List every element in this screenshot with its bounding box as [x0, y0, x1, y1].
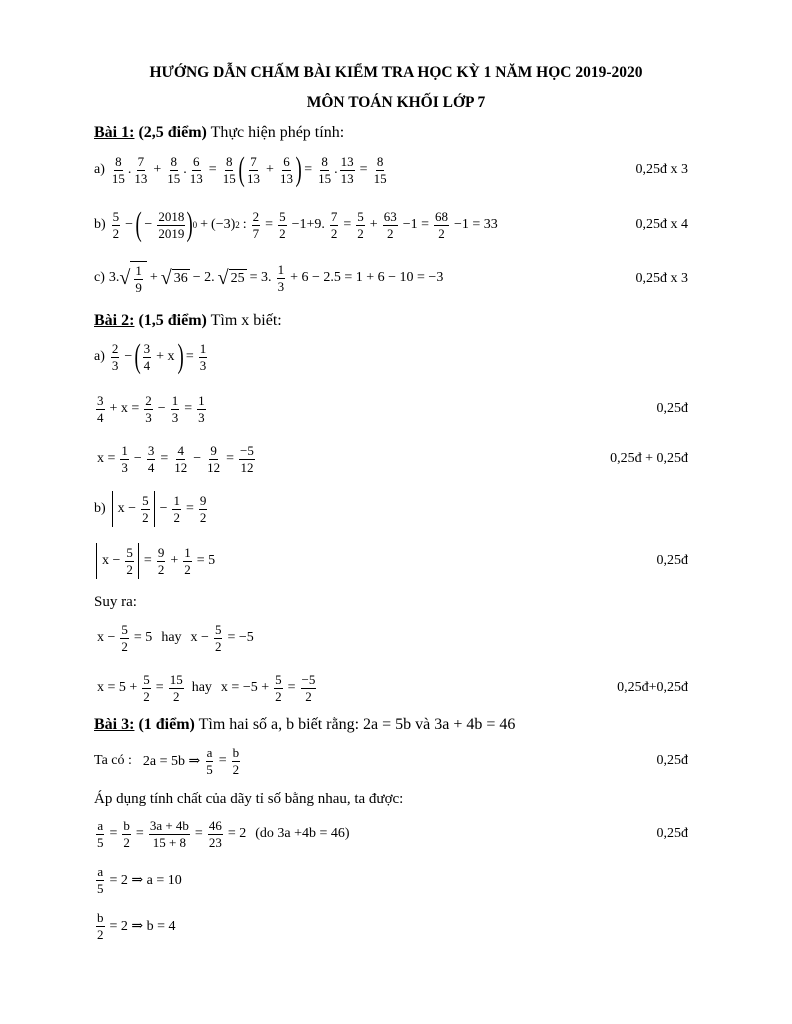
bai2-a2-score: 0,25đ + 0,25đ — [610, 451, 688, 466]
bai3-ap-dung: Áp dụng tính chất của dãy tỉ số bằng nhau, ta được: — [94, 791, 404, 807]
bai2-label: Bài 2: — [94, 312, 135, 329]
bai1-heading — [94, 124, 344, 142]
bai2-b-expression: b) x − $\frac{5}{2}$ − $\frac{1}{2}$ = $\frac{9}{2}$ — [94, 489, 209, 529]
bai1-a-label: a) — [94, 162, 105, 177]
bai2-hay-2: hay — [191, 680, 212, 695]
bai2-b2-score: 0,25đ+0,25đ — [617, 680, 688, 695]
bai2-suy-ra: Suy ra: — [94, 594, 137, 610]
bai1-a-expression: a) 8 15 . 7 13 + $\frac{8}{15}$ . $\frac{6}{13}$ = $\frac{8}{15}$ ( 7 13 + $\frac{6}{13}$ ) = $\frac{8}{15}$ . $\frac{13}{13}$ = $\frac{8}{15}$ — [94, 151, 387, 188]
bai1-b-score: 0,25đ x 4 — [635, 217, 688, 232]
bai2-b-label: b) — [94, 501, 106, 516]
bai2-b-step1: x − $\frac{5}{2}$ = $\frac{9}{2}$ + $\frac{1}{2}$ = 5 — [94, 541, 218, 581]
bai2-a-label: a) — [94, 349, 105, 364]
bai1-points: (2,5 điểm) — [138, 124, 207, 141]
bai2-b-step3: x = 5 + $\frac{5}{2}$ = $\frac{15}{2}$ hay x = −5 + $\frac{5}{2}$ = $\frac{-5}{2}$ — [97, 671, 316, 704]
bai3-do-note: (do 3a +4b = 46) — [255, 826, 350, 841]
bai3-heading — [94, 716, 515, 734]
bai3-step3: $\frac{a}{5}$ = 2 ⇒ a = 10 — [97, 863, 182, 896]
bai3-step2: $\frac{a}{5}$ = $\frac{b}{2}$ = $\frac{3a + 4b}{15 + 8}$ = $\frac{46}{23}$ = 2 (do 3a +4b = 46) — [97, 817, 350, 850]
bai3-step1: Ta có : 2a = 5b ⇒ $\frac{a}{5}$ = $\frac{b}{2}$ — [94, 744, 240, 777]
bai2-b1-score: 0,25đ — [656, 553, 688, 568]
bai2-task: Tìm x biết: — [210, 312, 282, 329]
bai3-label: Bài 3: — [94, 716, 135, 733]
bai1-b-expression: b) 5 2 − ( − $\frac{2018}{2019}$ ) 0 + (−3) 2 : $\frac{2}{7}$ = $\frac{5}{2}$ −1+9. $\frac{7}{2}$ = $\frac{5}{2}$ + $\frac{63}{2}$ −1 = $\frac{68}{2}$ −1 = 33 — [94, 206, 498, 243]
bai2-a-step1: 3 4 + x = $\frac{2}{3}$ − $\frac{1}{3}$ = $\frac{1}{3}$ — [97, 392, 205, 425]
bai1-task: Thực hiện phép tính: — [210, 124, 345, 141]
bai1-a-score: 0,25đ x 3 — [635, 162, 688, 177]
document-title: HƯỚNG DẪN CHẤM BÀI KIỂM TRA HỌC KỲ 1 NĂM HỌC 2019-2020 — [149, 64, 643, 81]
bai3-ta-co: Ta có : — [94, 753, 132, 768]
bai3-points: (1 điểm) — [138, 716, 195, 733]
bai3-score-1: 0,25đ — [656, 753, 688, 768]
bai2-a-step2: x = $\frac{1}{3}$ − $\frac{3}{4}$ = $\frac{4}{12}$ − $\frac{9}{12}$ = $\frac{-5}{12}$ — [97, 442, 254, 475]
bai3-step4: $\frac{b}{2}$ = 2 ⇒ b = 4 — [97, 909, 176, 942]
bai1-b-label: b) — [94, 217, 106, 232]
bai3-task: Tìm hai số a, b biết rằng: 2a = 5b và 3a + 4b = 46 — [198, 716, 516, 733]
bai1-c-expression: c) 3. √ 1 9 + √ 36 − 2. √ 25 = 3. 1 3 + 6 − 2.5 = 1 + 6 − 10 = −3 — [94, 261, 444, 295]
bai2-b-step2: x − $\frac{5}{2}$ = 5 hay x − $\frac{5}{2}$ = −5 — [97, 621, 254, 654]
bai2-a1-score: 0,25đ — [656, 401, 688, 416]
bai2-points: (1,5 điểm) — [138, 312, 207, 329]
bai1-c-label: c) — [94, 270, 105, 285]
bai1-c-score: 0,25đ x 3 — [635, 271, 688, 286]
bai2-heading — [94, 312, 282, 330]
bai1-label: Bài 1: — [94, 124, 135, 141]
bai2-a-expression: a) 2 3 − ( 3 4 + x ) = $\frac{1}{3}$ — [94, 338, 207, 375]
bai2-hay-1: hay — [161, 630, 182, 645]
document-subtitle: MÔN TOÁN KHỐI LỚP 7 — [306, 94, 486, 111]
bai3-score-2: 0,25đ — [656, 826, 688, 841]
